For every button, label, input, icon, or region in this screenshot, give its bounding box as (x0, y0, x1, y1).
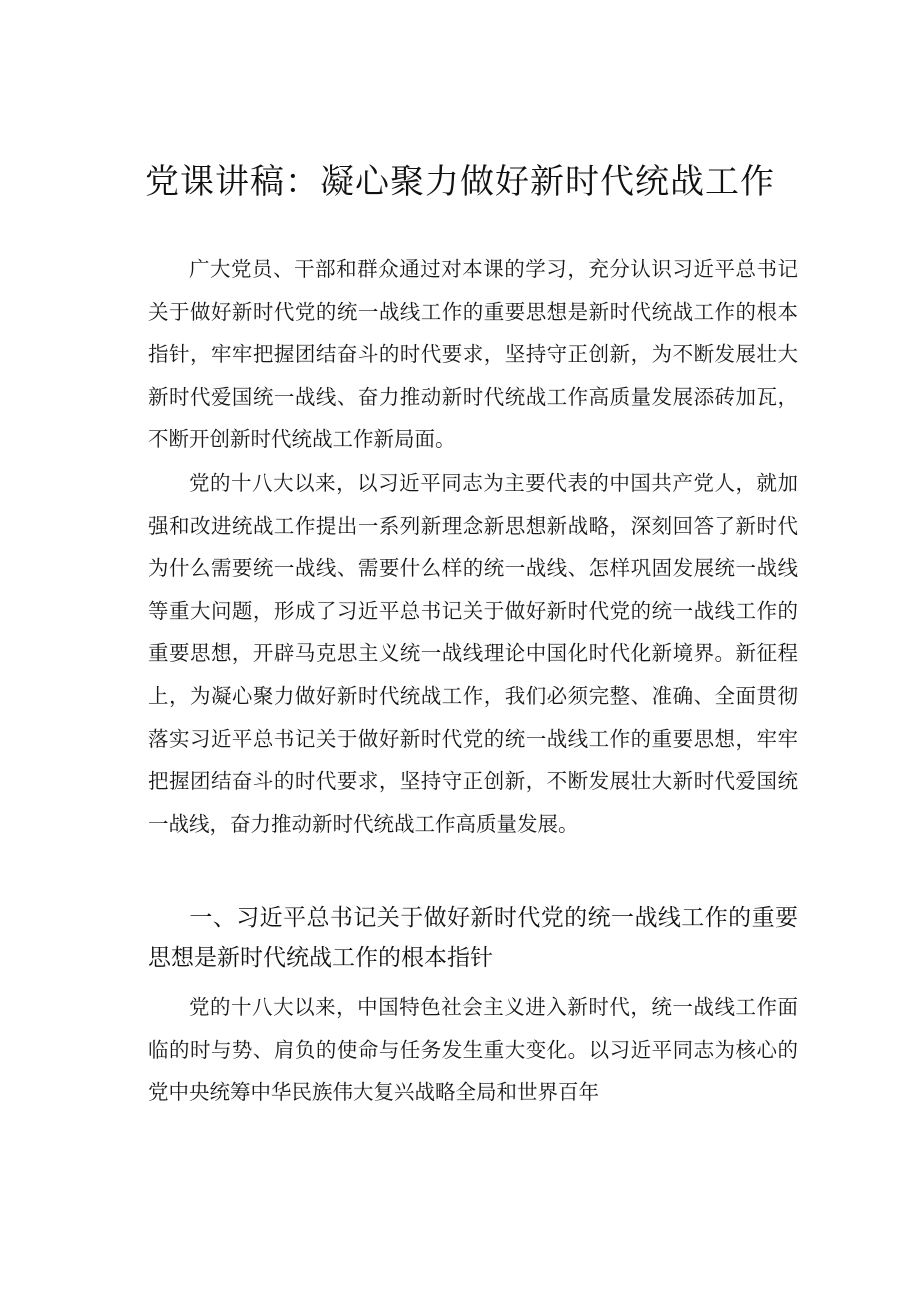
document-title: 党课讲稿：凝心聚力做好新时代统战工作 (145, 162, 775, 202)
intro-paragraph: 广大党员、干部和群众通过对本课的学习，充分认识习近平总书记关于做好新时代党的统一战线工作的重要思想是新时代统战工作的根本指针，牢牢把握团结奋斗的时代要求，坚持守正创新，为不断发展壮大新时代爱国统一战线、奋力推动新时代统战工作高质量发展添砖加瓦，不断开创新时代统战工作新局面。 (148, 257, 798, 452)
section-paragraph: 党的十八大以来，中国特色社会主义进入新时代，统一战线工作面临的时与势、肩负的使命与任务发生重大变化。以习近平同志为核心的党中央统筹中华民族伟大复兴战略全局和世界百年 (148, 995, 798, 1105)
background-paragraph: 党的十八大以来，以习近平同志为主要代表的中国共产党人，就加强和改进统战工作提出一系列新理念新思想新战略，深刻回答了新时代为什么需要统一战线、需要什么样的统一战线、怎样巩固发展统一战线等重大问题，形成了习近平总书记关于做好新时代党的统一战线工作的重要思想，开辟马克思主义统一战线理论中国化时代化新境界。新征程上，为凝心聚力做好新时代统战工作，我们必须完整、准确、全面贯彻落实习近平总书记关于做好新时代党的统一战线工作的重要思想，牢牢把握团结奋斗的时代要求，坚持守正创新，不断发展壮大新时代爱国统一战线，奋力推动新时代统战工作高质量发展。 (148, 471, 798, 836)
section-heading: 一、习近平总书记关于做好新时代党的统一战线工作的重要思想是新时代统战工作的根本指针 (148, 905, 798, 971)
